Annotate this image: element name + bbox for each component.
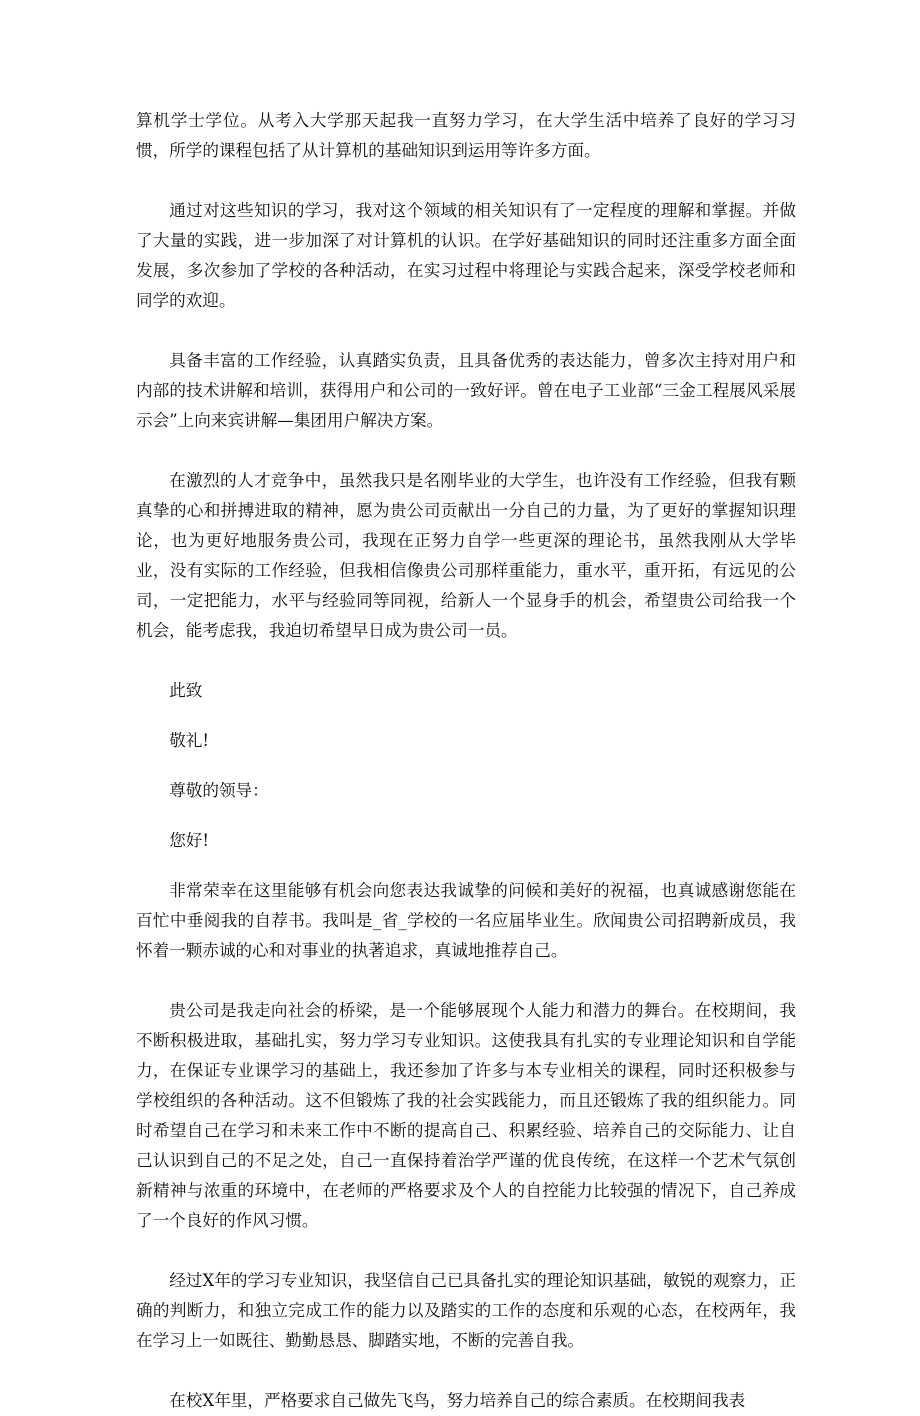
salutation: 尊敬的领导： [169, 781, 269, 800]
closing-cizhi: 此致 [169, 681, 203, 700]
paragraph-experience: 具备丰富的工作经验，认真踏实负责，且具备优秀的表达能力，曾多次主持对用户和内部的技术讲解和培训，获得用户和公司的一致好评。曾在电子工业部“三金工程展风采展示会”上向来宾讲解—集团用户解决方案。 [136, 351, 796, 430]
paragraph-company-bridge: 贵公司是我走向社会的桥梁，是一个能够展现个人能力和潜力的舞台。在校期间，我不断积极进取，基础扎实，努力学习专业知识。这使我具有扎实的专业理论知识和自学能力，在保证专业课学习的基础上，我还参加了许多与本专业相关的课程，同时还积极参与学校组织的各种活动。这不但锻炼了我的社会实践能力，而且还锻炼了我的组织能力。同时希望自己在学习和未来工作中不断的提高自己、积累经验、培养自己的交际能力、让自己认识到自己的不足之处，自己一直保持着治学严谨的优良传统，在这样一个艺术气氛创新精神与浓重的环境中，在老师的严格要求及个人的自控能力比较强的情况下，自己养成了一个良好的作风习惯。 [136, 1001, 796, 1230]
paragraph-study-years: 经过X年的学习专业知识，我坚信自己已具备扎实的理论知识基础，敏锐的观察力，正确的判断力，和独立完成工作的能力以及踏实的工作的态度和乐观的心态，在校两年，我在学习上一如既往、勤勤恳恳、脚踏实地，不断的完善自我。 [136, 1271, 796, 1350]
paragraph-degree: 算机学士学位。从考入大学那天起我一直努力学习，在大学生活中培养了良好的学习习惯，所学的课程包括了从计算机的基础知识到运用等许多方面。 [136, 111, 796, 160]
paragraph-competition: 在激烈的人才竞争中，虽然我只是名刚毕业的大学生，也许没有工作经验，但我有颗真挚的心和拼搏进取的精神，愿为贵公司贡献出一分自己的力量，为了更好的掌握知识理论，也为更好地服务贵公司，我现在正努力自学一些更深的理论书，虽然我刚从大学毕业，没有实际的工作经验，但我相信像贵公司那样重能力，重水平，重开拓，有远见的公司，一定把能力，水平与经验同等同视，给新人一个显身手的机会，希望贵公司给我一个机会，能考虑我，我迫切希望早日成为贵公司一员。 [136, 471, 796, 640]
paragraph-self-discipline: 在校X年里，严格要求自己做先飞鸟，努力培养自己的综合素质。在校期间我表 [169, 1391, 746, 1410]
paragraph-knowledge: 通过对这些知识的学习，我对这个领域的相关知识有了一定程度的理解和掌握。并做了大量的实践，进一步加深了对计算机的认识。在学好基础知识的同时还注重多方面全面发展，多次参加了学校的各种活动，在实习过程中将理论与实践合起来，深受学校老师和同学的欢迎。 [136, 201, 796, 310]
greeting: 您好! [169, 831, 210, 850]
closing-jingli: 敬礼! [169, 731, 210, 750]
paragraph-introduction: 非常荣幸在这里能够有机会向您表达我诚挚的问候和美好的祝福，也真诚感谢您能在百忙中垂阅我的自荐书。我叫是_省_学校的一名应届毕业生。欣闻贵公司招聘新成员，我怀着一颗赤诚的心和对事业的执著追求，真诚地推荐自己。 [136, 881, 796, 960]
